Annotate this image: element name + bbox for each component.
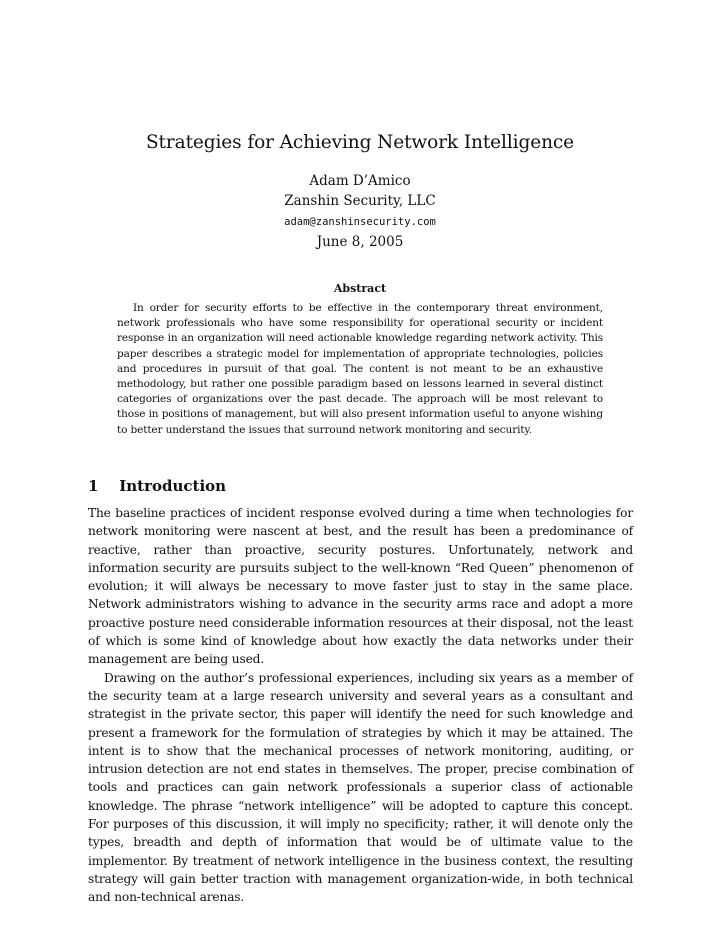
author-email: adam@zanshinsecurity.com (284, 216, 436, 228)
section-paragraph: Drawing on the author’s professional experiences, including six years as a member of the security team at a large research university and several years as a consultant and strategist in the private sector, this paper will identify the need for such knowledge and present a framework for the formulation of strategies by which it may be attained. The intent is to show that the mechanical processes of network monitoring, auditing, or intrusion detection are not end states in themselves. The proper, precise combination of tools and practices can gain network professionals a superior class of actionable knowledge. The phrase “network intelligence” will be adopted to capture this concept. For purposes of this discussion, it will imply no specificity; rather, it will denote only the types, breadth and depth of information that would be of ultimate value to the implementor. By treatment of network intelligence in the business context, the resulting strategy will gain better traction with management organization-wide, in both technical and non-technical arenas. (88, 670, 633, 905)
author-affiliation: Zanshin Security, LLC (284, 193, 436, 209)
author-block (0, 171, 720, 232)
section-number: 1 (88, 477, 99, 495)
section-heading (88, 476, 226, 496)
section-paragraph: The baseline practices of incident response evolved during a time when technologies for network monitoring were nascent at best, and the result has been a predominance of reactive, rather than proactive, security postures. Unfortunately, network and information security are pursuits subject to the well-known “Red Queen” phenomenon of evolution; it will always be necessary to move faster just to stay in the same place. Network administrators wishing to advance in the security arms race and adopt a more proactive posture need considerable information resources at their disposal, not the least of which is some kind of knowledge about how exactly the data networks under their management are being used. (88, 506, 633, 667)
author-name: Adam D’Amico (309, 173, 411, 189)
paper-date: June 8, 2005 (316, 234, 404, 250)
abstract-heading: Abstract (333, 282, 387, 295)
paper-title: Strategies for Achieving Network Intelligence (145, 132, 574, 153)
section-body (88, 504, 633, 907)
section-title: Introduction (119, 477, 227, 495)
abstract-text: In order for security efforts to be effective in the contemporary threat environment, network professionals who have some responsibility for operational security or incident response in an organization will need actionable knowledge regarding network activity. This paper describes a strategic model for implementation of appropriate technologies, policies and procedures in pursuit of that goal. The content is not meant to be an exhaustive methodology, but rather one possible paradigm based on lessons learned in several distinct categories of organizations over the past decade. The approach will be most relevant to those in positions of management, but will also present information useful to anyone wishing to better understand the issues that surround network monitoring and security. (117, 302, 603, 436)
